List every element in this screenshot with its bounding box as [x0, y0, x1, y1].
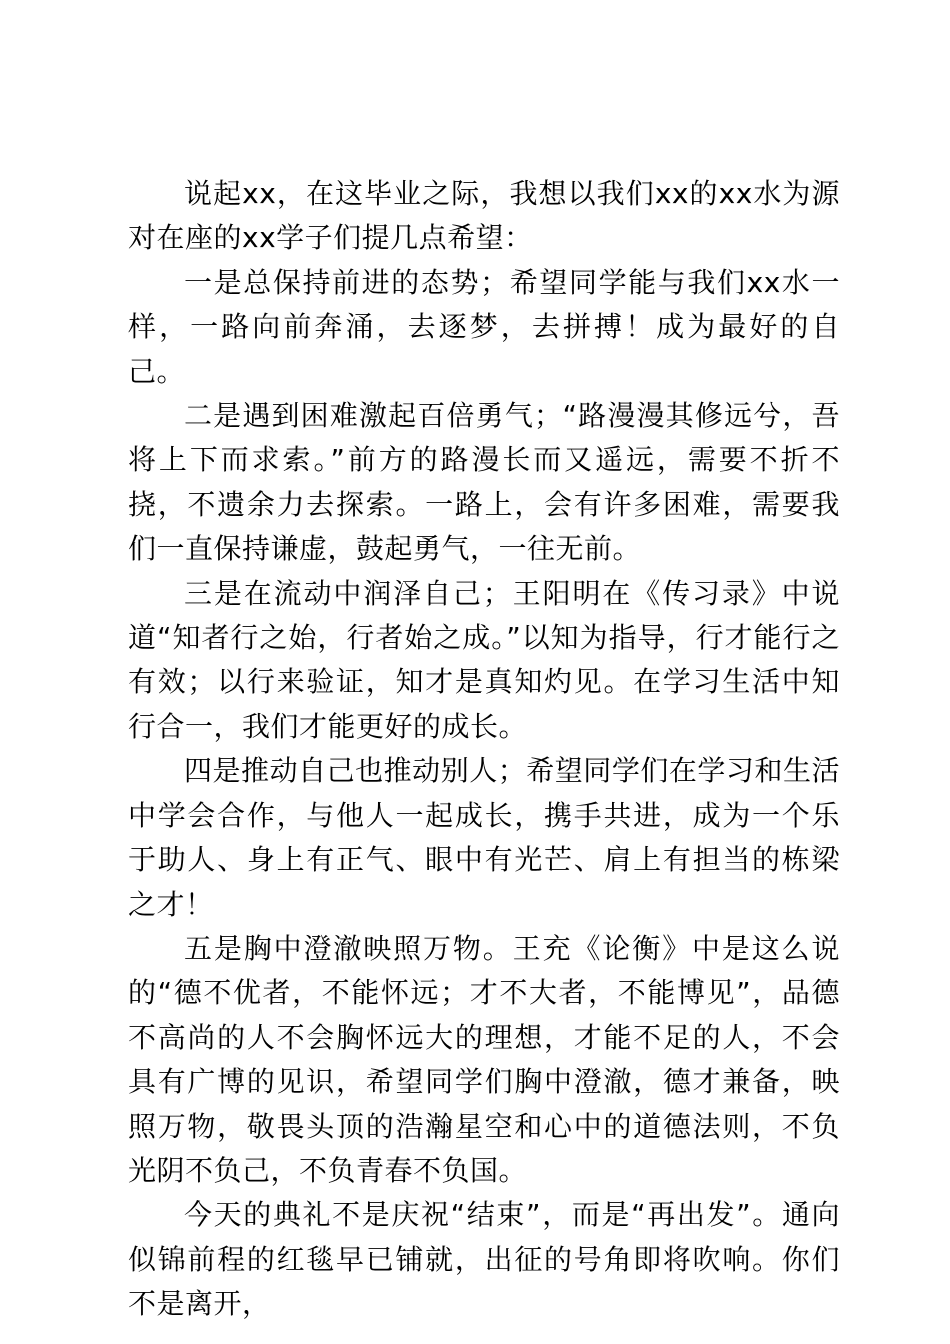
paragraph-point-four: 四是推动自己也推动别人；希望同学们在学习和生活中学会合作，与他人一起成长，携手共进，成为一个乐于助人、身上有正气、眼中有光芒、肩上有担当的栋梁之才！: [128, 754, 840, 921]
paragraph-intro: 说起xx，在这毕业之际，我想以我们xx的xx水为源对在座的xx学子们提几点希望：: [128, 177, 840, 255]
paragraph-point-one: 一是总保持前进的态势；希望同学能与我们xx水一样，一路向前奔涌，去逐梦，去拼搏！成为最好的自己。: [128, 265, 840, 388]
body-text: [128, 172, 840, 1327]
paragraph-closing: 今天的典礼不是庆祝“结束”，而是“再出发”。通向似锦前程的红毯早已铺就，出征的号角即将吹响。你们不是离开，: [128, 1198, 840, 1321]
paragraph-point-five: 五是胸中澄澈映照万物。王充《论衡》中是这么说的“德不优者，不能怀远；才不大者，不能博见”，品德不高尚的人不会胸怀远大的理想，才能不足的人，不会具有广博的见识，希望同学们胸中澄澈，德才兼备，映照万物，敬畏头顶的浩瀚星空和心中的道德法则，不负光阴不负己，不负青春不负国。: [128, 931, 840, 1187]
paragraph-point-two: 二是遇到困难激起百倍勇气；“路漫漫其修远兮，吾将上下而求索。”前方的路漫长而又遥远，需要不折不挠，不遗余力去探索。一路上，会有许多困难，需要我们一直保持谦虚，鼓起勇气，一往无前。: [128, 399, 840, 566]
paragraph-point-three: 三是在流动中润泽自己；王阳明在《传习录》中说道“知者行之始，行者始之成。”以知为指导，行才能行之有效；以行来验证，知才是真知灼见。在学习生活中知行合一，我们才能更好的成长。: [128, 576, 840, 743]
